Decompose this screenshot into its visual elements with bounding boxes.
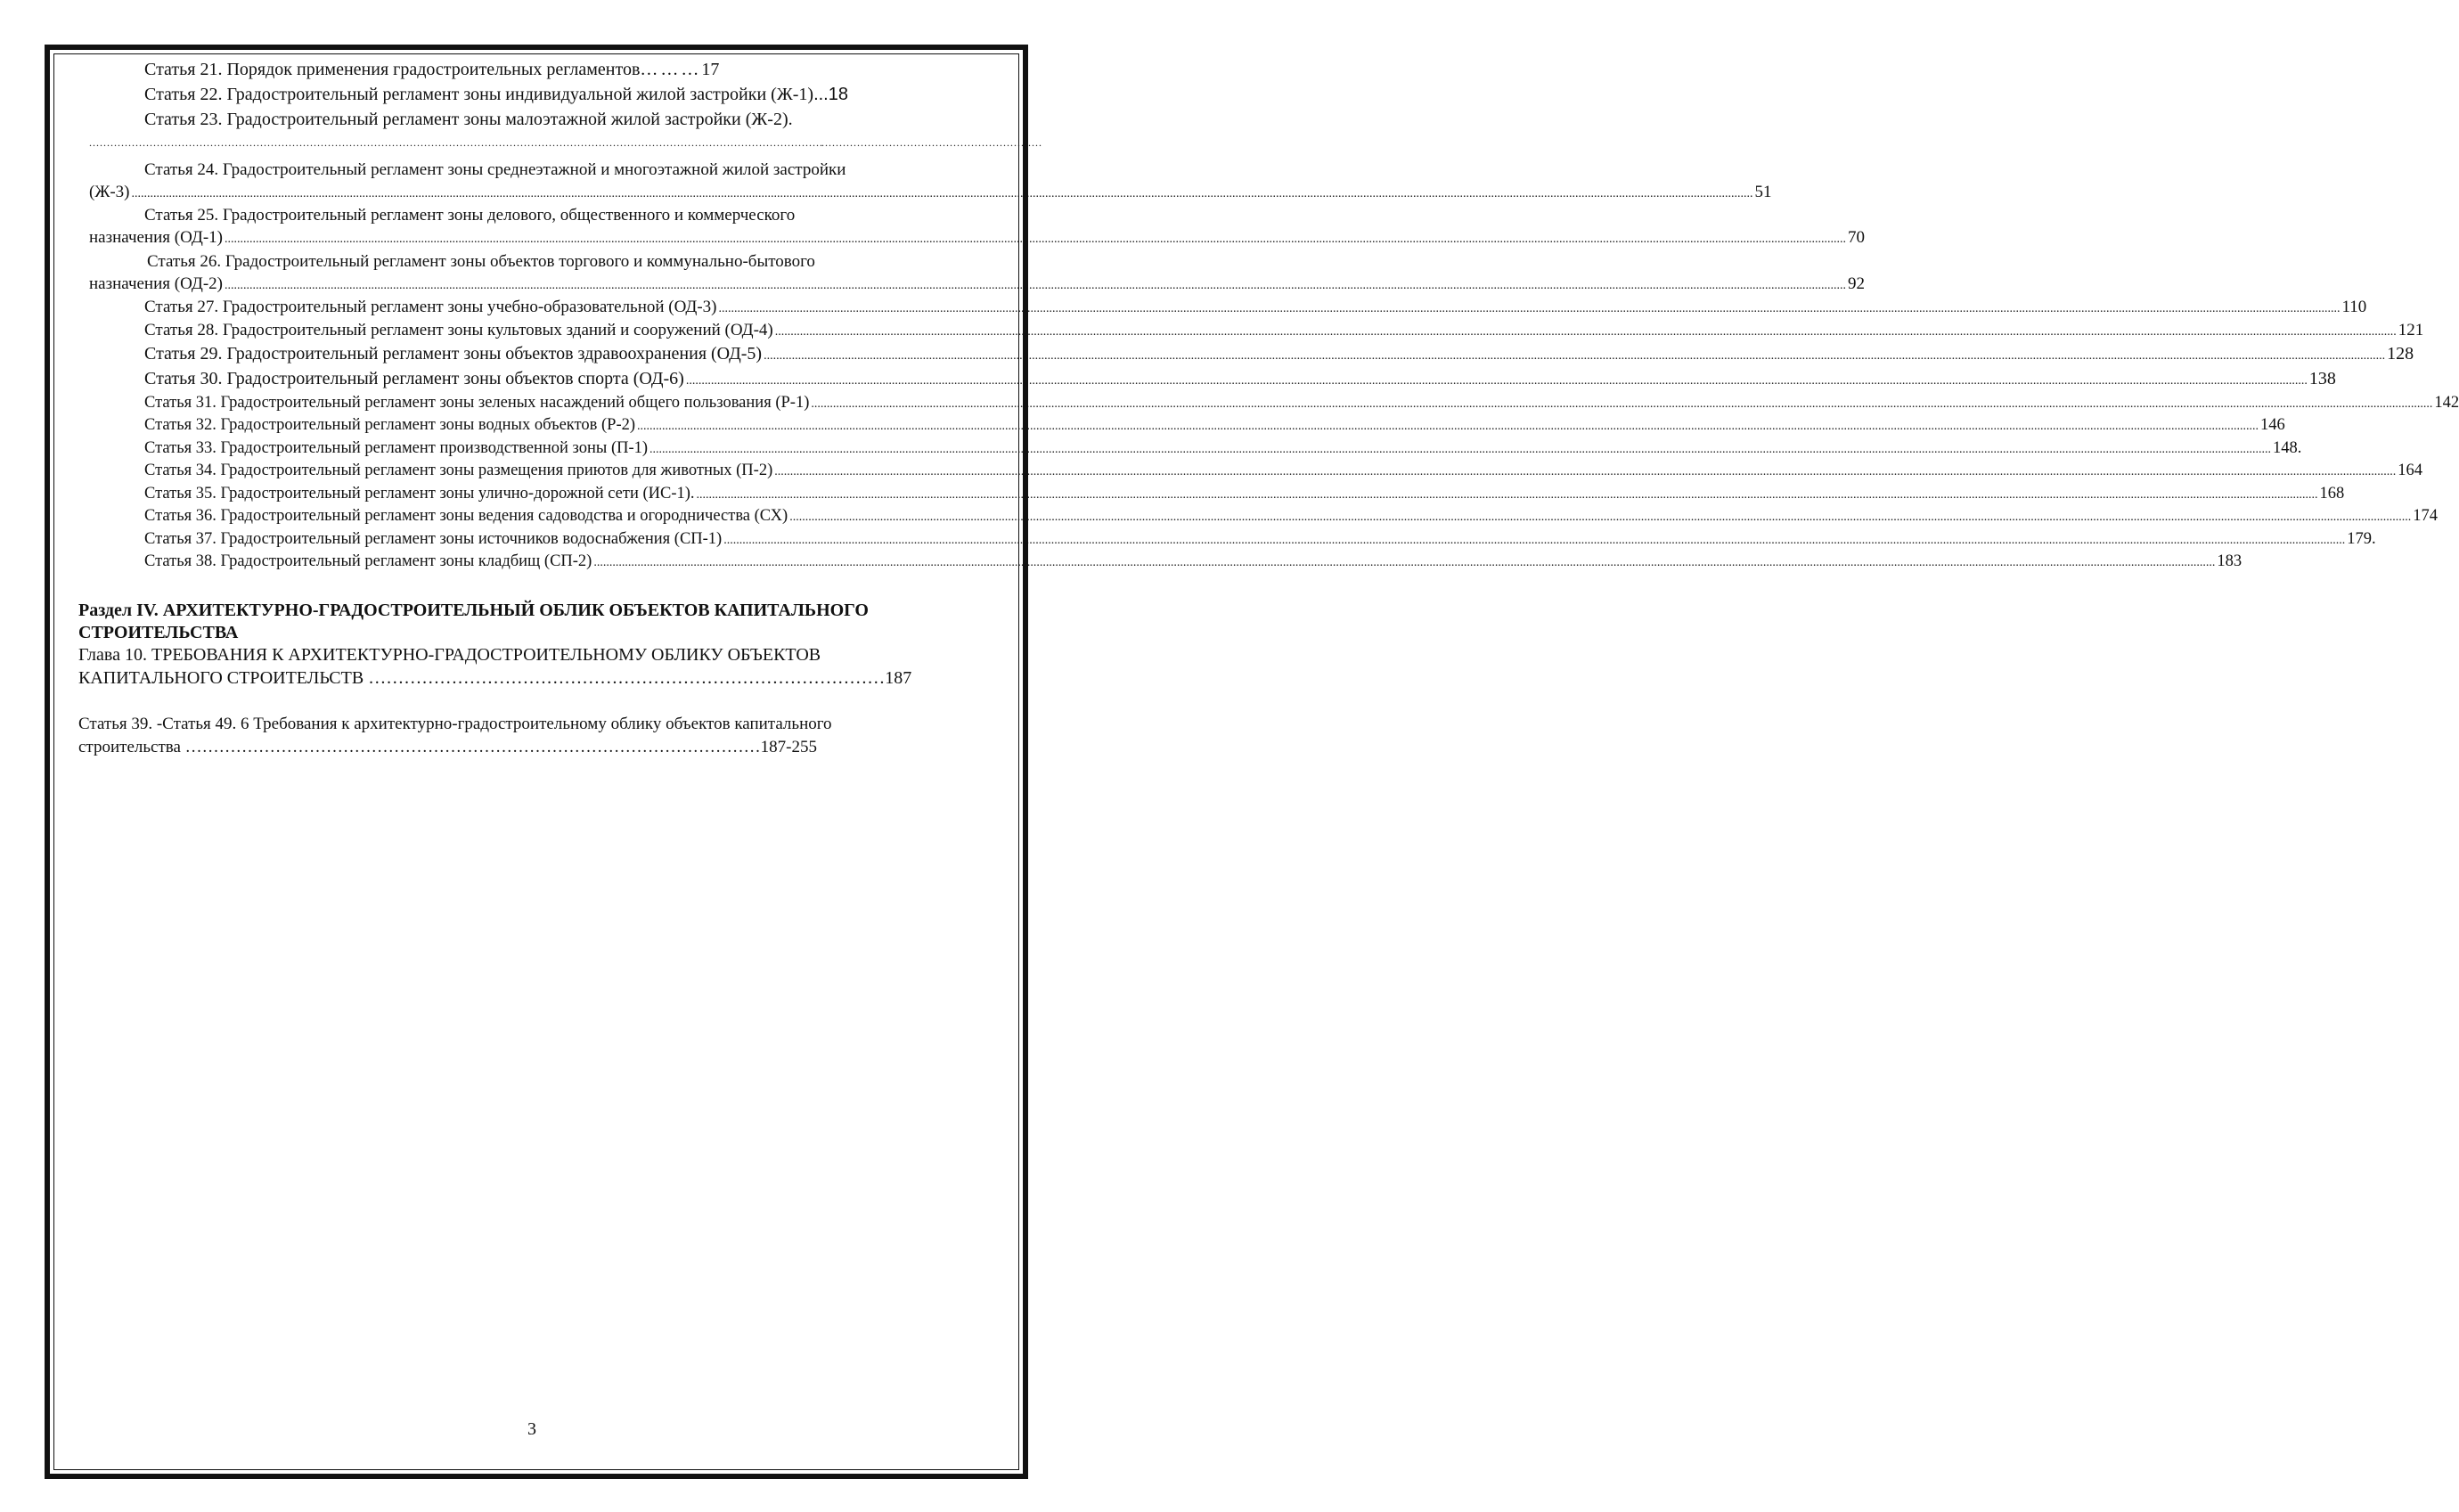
toc-entry-22 bbox=[144, 86, 848, 103]
toc-entry-31-leader bbox=[811, 395, 2432, 412]
toc-entry-26-leader bbox=[225, 275, 1846, 292]
toc-dotted-separator-left: .............................................................................................................................................................................................................. bbox=[89, 136, 823, 149]
toc-entry-22-leader: ... bbox=[813, 85, 829, 104]
articles-39-49-page: 187-255 bbox=[760, 738, 817, 756]
toc-entry-29-page: 128 bbox=[2387, 344, 2414, 364]
toc-entry-27-title: Статья 27. Градостроительный регламент зоны учебно-образовательной (ОД-3) bbox=[144, 298, 717, 316]
chapter-10-page: 187 bbox=[885, 668, 912, 688]
toc-entry-31-page: 142 bbox=[2434, 394, 2459, 412]
toc-entry-37 bbox=[144, 530, 2376, 548]
toc-entry-30 bbox=[144, 369, 2336, 388]
toc-entry-34-page: 164 bbox=[2398, 462, 2422, 479]
toc-entry-33 bbox=[144, 439, 2302, 457]
toc-dotted-separator-right: .............................................................. bbox=[821, 136, 1042, 149]
toc-entry-37-leader bbox=[723, 531, 2345, 548]
articles-39-49-leader: ………………………………………………………………………………………… bbox=[184, 738, 761, 756]
section-4-title-line2: СТРОИТЕЛЬСТВА bbox=[78, 623, 239, 642]
toc-entry-34-leader bbox=[774, 462, 2396, 479]
toc-entry-33-leader bbox=[649, 440, 2271, 457]
toc-entry-24-page: 51 bbox=[1754, 183, 1772, 201]
toc-entry-32-leader bbox=[637, 417, 2259, 434]
toc-entry-21 bbox=[144, 61, 719, 78]
toc-entry-35-page: 168 bbox=[2319, 485, 2345, 503]
toc-entry-32 bbox=[144, 416, 2285, 434]
toc-entry-30-leader bbox=[686, 370, 2308, 388]
toc-entry-38-page: 183 bbox=[2217, 552, 2243, 570]
toc-entry-33-page: 148. bbox=[2273, 439, 2302, 457]
toc-entry-34-title: Статья 34. Градостроительный регламент зоны размещения приютов для животных (П-2) bbox=[144, 462, 773, 479]
toc-entry-28-leader bbox=[775, 322, 2397, 339]
toc-entry-29 bbox=[144, 344, 2414, 364]
toc-entry-21-leader: ……… bbox=[640, 60, 702, 79]
articles-39-49-cont: строительства bbox=[78, 738, 181, 756]
toc-entry-27 bbox=[144, 298, 2367, 316]
toc-entry-28-title: Статья 28. Градостроительный регламент зоны культовых зданий и сооружений (ОД-4) bbox=[144, 321, 773, 339]
toc-entry-24-leader bbox=[132, 184, 1753, 200]
toc-entry-38-leader bbox=[593, 553, 2215, 570]
toc-entry-24-line1: Статья 24. Градостроительный регламент зоны среднеэтажной и многоэтажной жилой застройки bbox=[144, 160, 846, 179]
toc-entry-29-leader bbox=[764, 345, 2385, 363]
toc-entry-26-page: 92 bbox=[1847, 274, 1865, 293]
articles-39-49-line2 bbox=[78, 739, 817, 756]
toc-entry-24-cont: (Ж-3) bbox=[89, 183, 130, 201]
toc-entry-23 bbox=[144, 110, 793, 128]
toc-entry-33-title: Статья 33. Градостроительный регламент производственной зоны (П-1) bbox=[144, 439, 649, 457]
toc-entry-35-title: Статья 35. Градостроительный регламент зоны улично-дорожной сети (ИС-1). bbox=[144, 485, 695, 503]
articles-39-49-line1: Статья 39. -Статья 49. 6 Требования к архитектурно-градостроительному облику объектов капитального bbox=[78, 715, 832, 733]
toc-entry-30-title: Статья 30. Градостроительный регламент зоны объектов спорта (ОД-6) bbox=[144, 369, 684, 388]
page-number: 3 bbox=[527, 1419, 536, 1439]
toc-entry-21-page: 17 bbox=[701, 60, 720, 79]
toc-entry-25-cont: назначения (ОД-1) bbox=[89, 228, 223, 247]
toc-entry-36-page: 174 bbox=[2413, 507, 2438, 525]
toc-entry-37-page: 179. bbox=[2347, 530, 2376, 548]
toc-entry-25-leader bbox=[225, 229, 1846, 246]
toc-entry-32-page: 146 bbox=[2260, 416, 2285, 434]
section-4-title-line1: Раздел IV. АРХИТЕКТУРНО-ГРАДОСТРОИТЕЛЬНЫЙ ОБЛИК ОБЪЕКТОВ КАПИТАЛЬНОГО bbox=[78, 601, 869, 620]
toc-entry-35 bbox=[144, 485, 2345, 503]
toc-entry-25-line1: Статья 25. Градостроительный регламент зоны делового, общественного и коммерческого bbox=[144, 206, 796, 225]
toc-entry-31 bbox=[144, 394, 2459, 412]
toc-entry-30-page: 138 bbox=[2308, 369, 2336, 388]
toc-entry-26-line2 bbox=[89, 274, 1865, 293]
toc-entry-26-line1: Статья 26. Градостроительный регламент зоны объектов торгового и коммунально-бытового bbox=[147, 252, 815, 271]
toc-entry-28-page: 121 bbox=[2398, 321, 2424, 339]
toc-entry-22-page: 18 bbox=[828, 85, 848, 104]
toc-entry-27-page: 110 bbox=[2341, 298, 2367, 316]
toc-entry-36-title: Статья 36. Градостроительный регламент зоны ведения садоводства и огородничества (СХ) bbox=[144, 507, 788, 525]
toc-entry-34 bbox=[144, 462, 2422, 479]
toc-entry-26-cont: назначения (ОД-2) bbox=[89, 274, 223, 293]
toc-entry-36 bbox=[144, 507, 2438, 525]
toc-entry-25-page: 70 bbox=[1847, 228, 1865, 247]
toc-entry-22-title: Статья 22. Градостроительный регламент зоны индивидуальной жилой застройки (Ж-1) bbox=[144, 85, 814, 104]
chapter-10-title-line2 bbox=[78, 669, 911, 687]
toc-entry-21-title: Статья 21. Порядок применения градостроительных регламентов bbox=[144, 60, 641, 79]
toc-entry-38 bbox=[144, 552, 2243, 570]
toc-entry-37-title: Статья 37. Градостроительный регламент зоны источников водоснабжения (СП-1) bbox=[144, 530, 723, 548]
toc-entry-36-leader bbox=[789, 508, 2411, 525]
toc-entry-27-leader bbox=[719, 298, 2341, 315]
toc-entry-38-title: Статья 38. Градостроительный регламент зоны кладбищ (СП-2) bbox=[144, 552, 592, 570]
toc-entry-25-line2 bbox=[89, 228, 1865, 247]
toc-entry-24-line2 bbox=[89, 183, 1772, 201]
toc-entry-28 bbox=[144, 321, 2424, 339]
chapter-10-title-line1: Глава 10. ТРЕБОВАНИЯ К АРХИТЕКТУРНО-ГРАДОСТРОИТЕЛЬНОМУ ОБЛИКУ ОБЪЕКТОВ bbox=[78, 645, 821, 665]
toc-entry-32-title: Статья 32. Градостроительный регламент зоны водных объектов (Р-2) bbox=[144, 416, 636, 434]
chapter-10-title-cont: КАПИТАЛЬНОГО СТРОИТЕЛЬСТВ bbox=[78, 668, 364, 688]
toc-entry-23-title: Статья 23. Градостроительный регламент зоны малоэтажной жилой застройки (Ж-2). bbox=[144, 110, 793, 129]
chapter-10-leader: …………………………………………………………………………… bbox=[368, 668, 886, 688]
toc-entry-29-title: Статья 29. Градостроительный регламент зоны объектов здравоохранения (ОД-5) bbox=[144, 344, 763, 364]
toc-entry-31-title: Статья 31. Градостроительный регламент зоны зеленых насаждений общего пользования (Р-1) bbox=[144, 394, 810, 412]
toc-entry-35-leader bbox=[697, 486, 2318, 503]
